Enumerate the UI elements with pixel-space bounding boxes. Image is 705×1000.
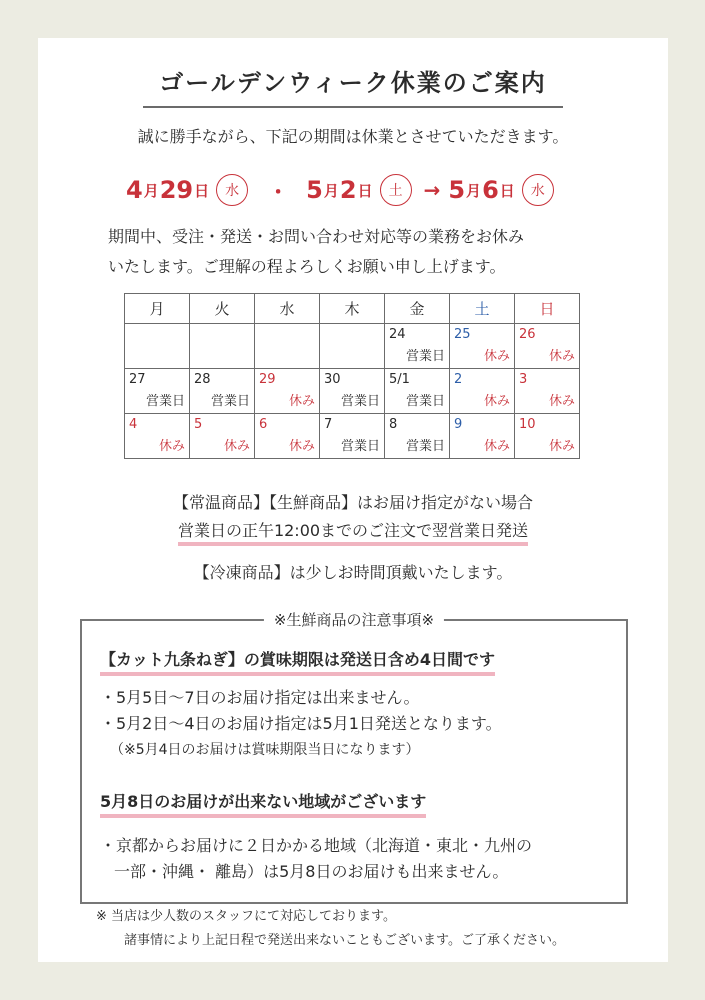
cell-date: 6 — [259, 417, 268, 432]
cell-status: 営業日 — [340, 394, 380, 409]
cell-status: 休み — [548, 394, 575, 409]
weekday-header-saturday: 土 — [450, 294, 515, 324]
notice-heading-delivery: 5月8日のお届けが出来ない地域がございます — [100, 789, 426, 818]
cell-status: 営業日 — [405, 349, 445, 364]
calendar-cell — [320, 324, 385, 369]
calendar-cell — [320, 414, 385, 459]
calendar-cell — [255, 324, 320, 369]
cell-date: 5 — [194, 417, 203, 432]
cell-date: 9 — [454, 417, 463, 432]
notice-bullet: ・5月5日〜7日のお届け指定は出来ません。 — [100, 688, 420, 707]
month-unit: 月 — [323, 181, 339, 200]
cell-date: 26 — [519, 327, 536, 342]
calendar-cell — [190, 369, 255, 414]
cell-date: 7 — [324, 417, 333, 432]
calendar-cell — [190, 324, 255, 369]
shipping-deadline-wrap — [38, 518, 668, 546]
calendar-cell — [320, 369, 385, 414]
cell-date: 24 — [389, 327, 406, 342]
notice-bullet: ・5月2日〜4日のお届け指定は5月1日発送となります。 — [100, 714, 502, 733]
fresh-products-notice — [80, 611, 628, 904]
cell-status: 休み — [288, 439, 315, 454]
calendar-cell — [515, 369, 580, 414]
cell-date: 3 — [519, 372, 528, 387]
date1-month: 4 — [126, 176, 143, 204]
month-unit: 月 — [466, 181, 482, 200]
intro-text: 誠に勝手ながら、下記の期間は休業とさせていただきます。 — [137, 127, 569, 146]
calendar-cell — [255, 369, 320, 414]
cell-status: 休み — [548, 439, 575, 454]
cell-date: 27 — [129, 372, 146, 387]
footnote: ※ 当店は少人数のスタッフにて対応しております。 — [96, 909, 396, 924]
calendar-cell — [385, 414, 450, 459]
calendar-cell — [450, 414, 515, 459]
month-unit: 月 — [143, 181, 159, 200]
date1-weekday-badge: 水 — [216, 174, 248, 206]
cell-status: 休み — [548, 349, 575, 364]
closure-line: 期間中、受注・発送・お問い合わせ対応等の業務をお休み — [108, 227, 525, 246]
date3-weekday-badge: 水 — [522, 174, 554, 206]
business-calendar — [124, 293, 580, 459]
calendar-cell — [125, 369, 190, 414]
cell-status: 休み — [288, 394, 315, 409]
calendar-week-row — [125, 324, 580, 369]
closure-line: いたします。ご理解の程よろしくお願い申し上げます。 — [108, 257, 506, 276]
notice-card — [38, 38, 668, 962]
date2-weekday-badge: 土 — [380, 174, 412, 206]
calendar-header-row — [125, 294, 580, 324]
closure-description — [108, 222, 628, 282]
date-separator: ・ — [268, 179, 289, 204]
cell-status: 休み — [483, 349, 510, 364]
date3-month: 5 — [448, 176, 466, 204]
cell-status: 営業日 — [210, 394, 250, 409]
calendar-cell — [125, 414, 190, 459]
cell-date: 10 — [519, 417, 536, 432]
title-underline — [143, 106, 563, 108]
calendar-cell — [450, 324, 515, 369]
cell-date: 30 — [324, 372, 341, 387]
weekday-header: 火 — [190, 294, 255, 324]
footnote: 諸事情により上記日程で発送出来ないこともございます。ご了承ください。 — [124, 933, 565, 948]
weekday-header: 木 — [320, 294, 385, 324]
weekday-header-sunday: 日 — [515, 294, 580, 324]
frozen-note: 【冷凍商品】は少しお時間頂戴いたします。 — [193, 563, 513, 582]
cell-status: 休み — [223, 439, 250, 454]
calendar-cell — [190, 414, 255, 459]
holiday-dates — [126, 170, 564, 210]
weekday-header: 金 — [385, 294, 450, 324]
weekday-header: 月 — [125, 294, 190, 324]
cell-date: 4 — [129, 417, 138, 432]
calendar-week-row — [125, 414, 580, 459]
cell-status: 休み — [483, 439, 510, 454]
notice-title: ※生鮮商品の注意事項※ — [264, 609, 444, 630]
notice-bullet: ・京都からお届けに２日かかる地域（北海道・東北・九州の — [100, 836, 533, 855]
calendar-cell — [515, 414, 580, 459]
date1-day: 29 — [159, 176, 194, 204]
day-unit: 日 — [357, 181, 373, 200]
date3-day: 6 — [482, 176, 499, 204]
day-unit: 日 — [194, 181, 210, 200]
cell-status: 営業日 — [405, 394, 445, 409]
arrow-icon: → — [423, 178, 441, 202]
cell-date: 5/1 — [389, 372, 410, 387]
cell-date: 29 — [259, 372, 276, 387]
cell-status: 休み — [158, 439, 185, 454]
cell-status: 営業日 — [340, 439, 380, 454]
cell-date: 28 — [194, 372, 211, 387]
shipping-condition: 【常温商品】【生鮮商品】はお届け指定がない場合 — [172, 493, 533, 512]
cell-date: 25 — [454, 327, 471, 342]
date2-day: 2 — [339, 176, 357, 204]
calendar-cell — [385, 324, 450, 369]
cell-status: 営業日 — [145, 394, 185, 409]
notice-bullet-note: （※5月4日のお届けは賞味期限当日になります） — [110, 742, 420, 758]
notice-bullet-continued: 一部・沖縄・ 離島）は5月8日のお届けも出来ません。 — [114, 862, 509, 881]
weekday-header: 水 — [255, 294, 320, 324]
shipping-deadline: 営業日の正午12:00までのご注文で翌営業日発送 — [178, 518, 528, 546]
calendar-cell — [125, 324, 190, 369]
notice-heading-expiry: 【カット九条ねぎ】の賞味期限は発送日含め4日間です — [100, 647, 495, 676]
page-title: ゴールデンウィーク休業のご案内 — [159, 68, 547, 97]
calendar-cell — [450, 369, 515, 414]
cell-date: 8 — [389, 417, 398, 432]
calendar-cell — [385, 369, 450, 414]
day-unit: 日 — [499, 181, 515, 200]
date2-month: 5 — [306, 176, 323, 204]
cell-status: 休み — [483, 394, 510, 409]
calendar-week-row — [125, 369, 580, 414]
calendar-cell — [255, 414, 320, 459]
cell-date: 2 — [454, 372, 463, 387]
calendar-cell — [515, 324, 580, 369]
cell-status: 営業日 — [405, 439, 445, 454]
